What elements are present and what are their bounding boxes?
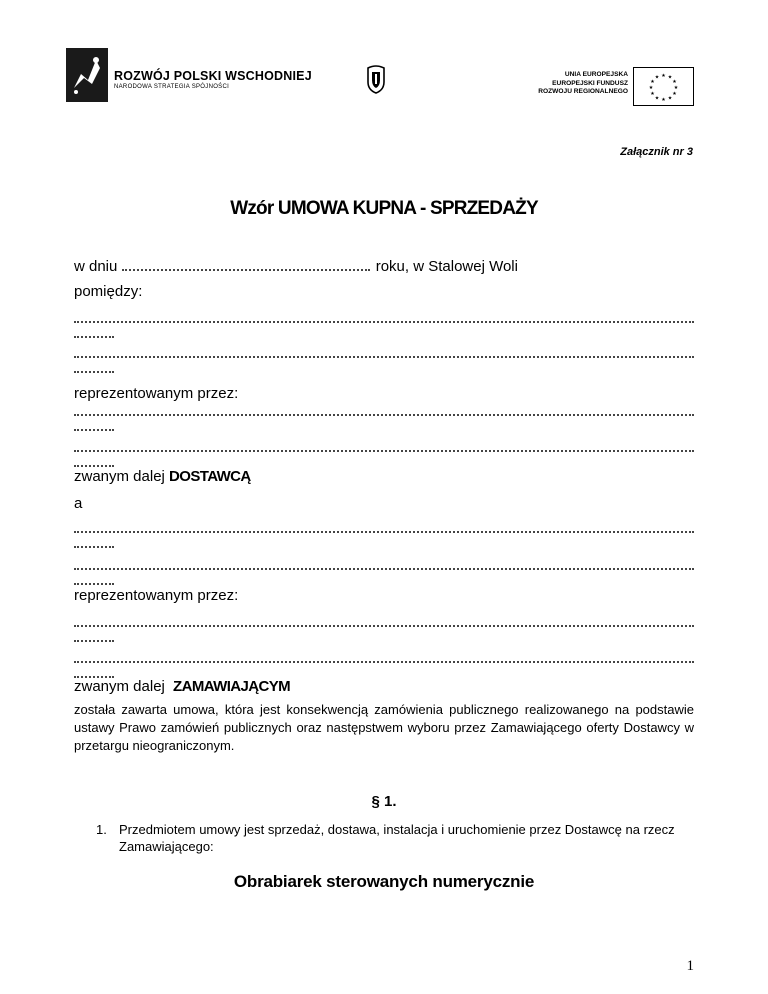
rep2-blank-cont bbox=[74, 635, 114, 642]
svg-text:★: ★ bbox=[661, 73, 666, 79]
eu-label-line2: EUROPEJSKI FUNDUSZ bbox=[552, 79, 628, 87]
svg-text:★: ★ bbox=[654, 95, 660, 102]
rep2-blank-line[interactable] bbox=[74, 655, 694, 663]
buyer-line bbox=[74, 678, 290, 695]
represented-label-1: reprezentowanym przez: bbox=[74, 385, 239, 402]
buyer-name: ZAMAWIAJĄCYM bbox=[173, 678, 291, 695]
party2-blank-line[interactable] bbox=[74, 562, 694, 570]
rpw-logo-icon bbox=[66, 48, 108, 102]
city-crest-icon bbox=[366, 64, 386, 94]
document-title: Wzór UMOWA KUPNA - SPRZEDAŻY bbox=[230, 198, 538, 219]
party1-blank-cont bbox=[74, 366, 114, 373]
party2-blank-line[interactable] bbox=[74, 525, 694, 533]
eu-label-line3: ROZWOJU REGIONALNEGO bbox=[538, 88, 628, 95]
supplier-line bbox=[74, 468, 251, 485]
party1-blank-line[interactable] bbox=[74, 315, 694, 323]
party1-blank-cont bbox=[74, 331, 114, 338]
svg-text:★: ★ bbox=[661, 97, 666, 103]
supplier-name: DOSTAWCĄ bbox=[169, 468, 251, 485]
body-paragraph: została zawarta umowa, która jest konsekwencją zamówienia publicznego realizowanego na podstawie ustawy Prawo zamówień publicznych oraz następstwem wyboru przez Zamawiającego oferty Dostawcy w przetargu nieograniczonym. bbox=[74, 702, 694, 753]
svg-text:★: ★ bbox=[650, 91, 655, 97]
called-label-1: zwanym dalej bbox=[74, 468, 165, 485]
svg-text:★: ★ bbox=[667, 74, 673, 81]
eu-label-line1: UNIA EUROPEJSKA bbox=[564, 71, 628, 78]
date-blank-field[interactable] bbox=[122, 259, 370, 271]
party2-blank-cont bbox=[74, 578, 114, 585]
svg-text:★: ★ bbox=[654, 74, 660, 81]
date-line bbox=[74, 258, 518, 275]
section-heading: § 1. bbox=[371, 793, 397, 810]
party2-blank-cont bbox=[74, 541, 114, 548]
rep1-blank-cont bbox=[74, 424, 114, 431]
date-suffix: roku, w Stalowej Woli bbox=[375, 258, 518, 275]
party1-blank-line[interactable] bbox=[74, 350, 694, 358]
rep1-blank-line[interactable] bbox=[74, 408, 694, 416]
svg-text:★: ★ bbox=[673, 85, 679, 91]
rep1-blank-cont bbox=[74, 460, 114, 467]
svg-text:★: ★ bbox=[667, 95, 673, 102]
eu-flag-icon bbox=[633, 67, 694, 106]
eu-label bbox=[510, 71, 628, 97]
rep2-blank-cont bbox=[74, 671, 114, 678]
list-item-number: 1. bbox=[96, 822, 107, 837]
list-item-text: Przedmiotem umowy jest sprzedaż, dostawa, instalacja i uruchomienie przez Dostawcę na rzecz Zamawiającego: bbox=[119, 822, 675, 854]
rpw-title: ROZWÓJ POLSKI WSCHODNIEJ bbox=[114, 69, 312, 83]
annex-label: Załącznik nr 3 bbox=[620, 146, 693, 158]
represented-label-2: reprezentowanym przez: bbox=[74, 587, 239, 604]
between-label: pomiędzy: bbox=[74, 283, 143, 300]
svg-text:★: ★ bbox=[650, 79, 655, 85]
and-label: a bbox=[74, 495, 83, 512]
contract-subject: Obrabiarek sterowanych numerycznie bbox=[233, 872, 535, 891]
rpw-subtitle: NARODOWA STRATEGIA SPÓJNOŚCI bbox=[114, 84, 230, 90]
page-number: 1 bbox=[686, 958, 694, 974]
rep1-blank-line[interactable] bbox=[74, 444, 694, 452]
svg-text:★: ★ bbox=[672, 91, 677, 97]
called-label-2: zwanym dalej bbox=[74, 678, 165, 695]
rep2-blank-line[interactable] bbox=[74, 619, 694, 627]
svg-text:★: ★ bbox=[648, 85, 654, 91]
date-prefix: w dniu bbox=[74, 258, 118, 275]
svg-text:★: ★ bbox=[672, 79, 677, 85]
